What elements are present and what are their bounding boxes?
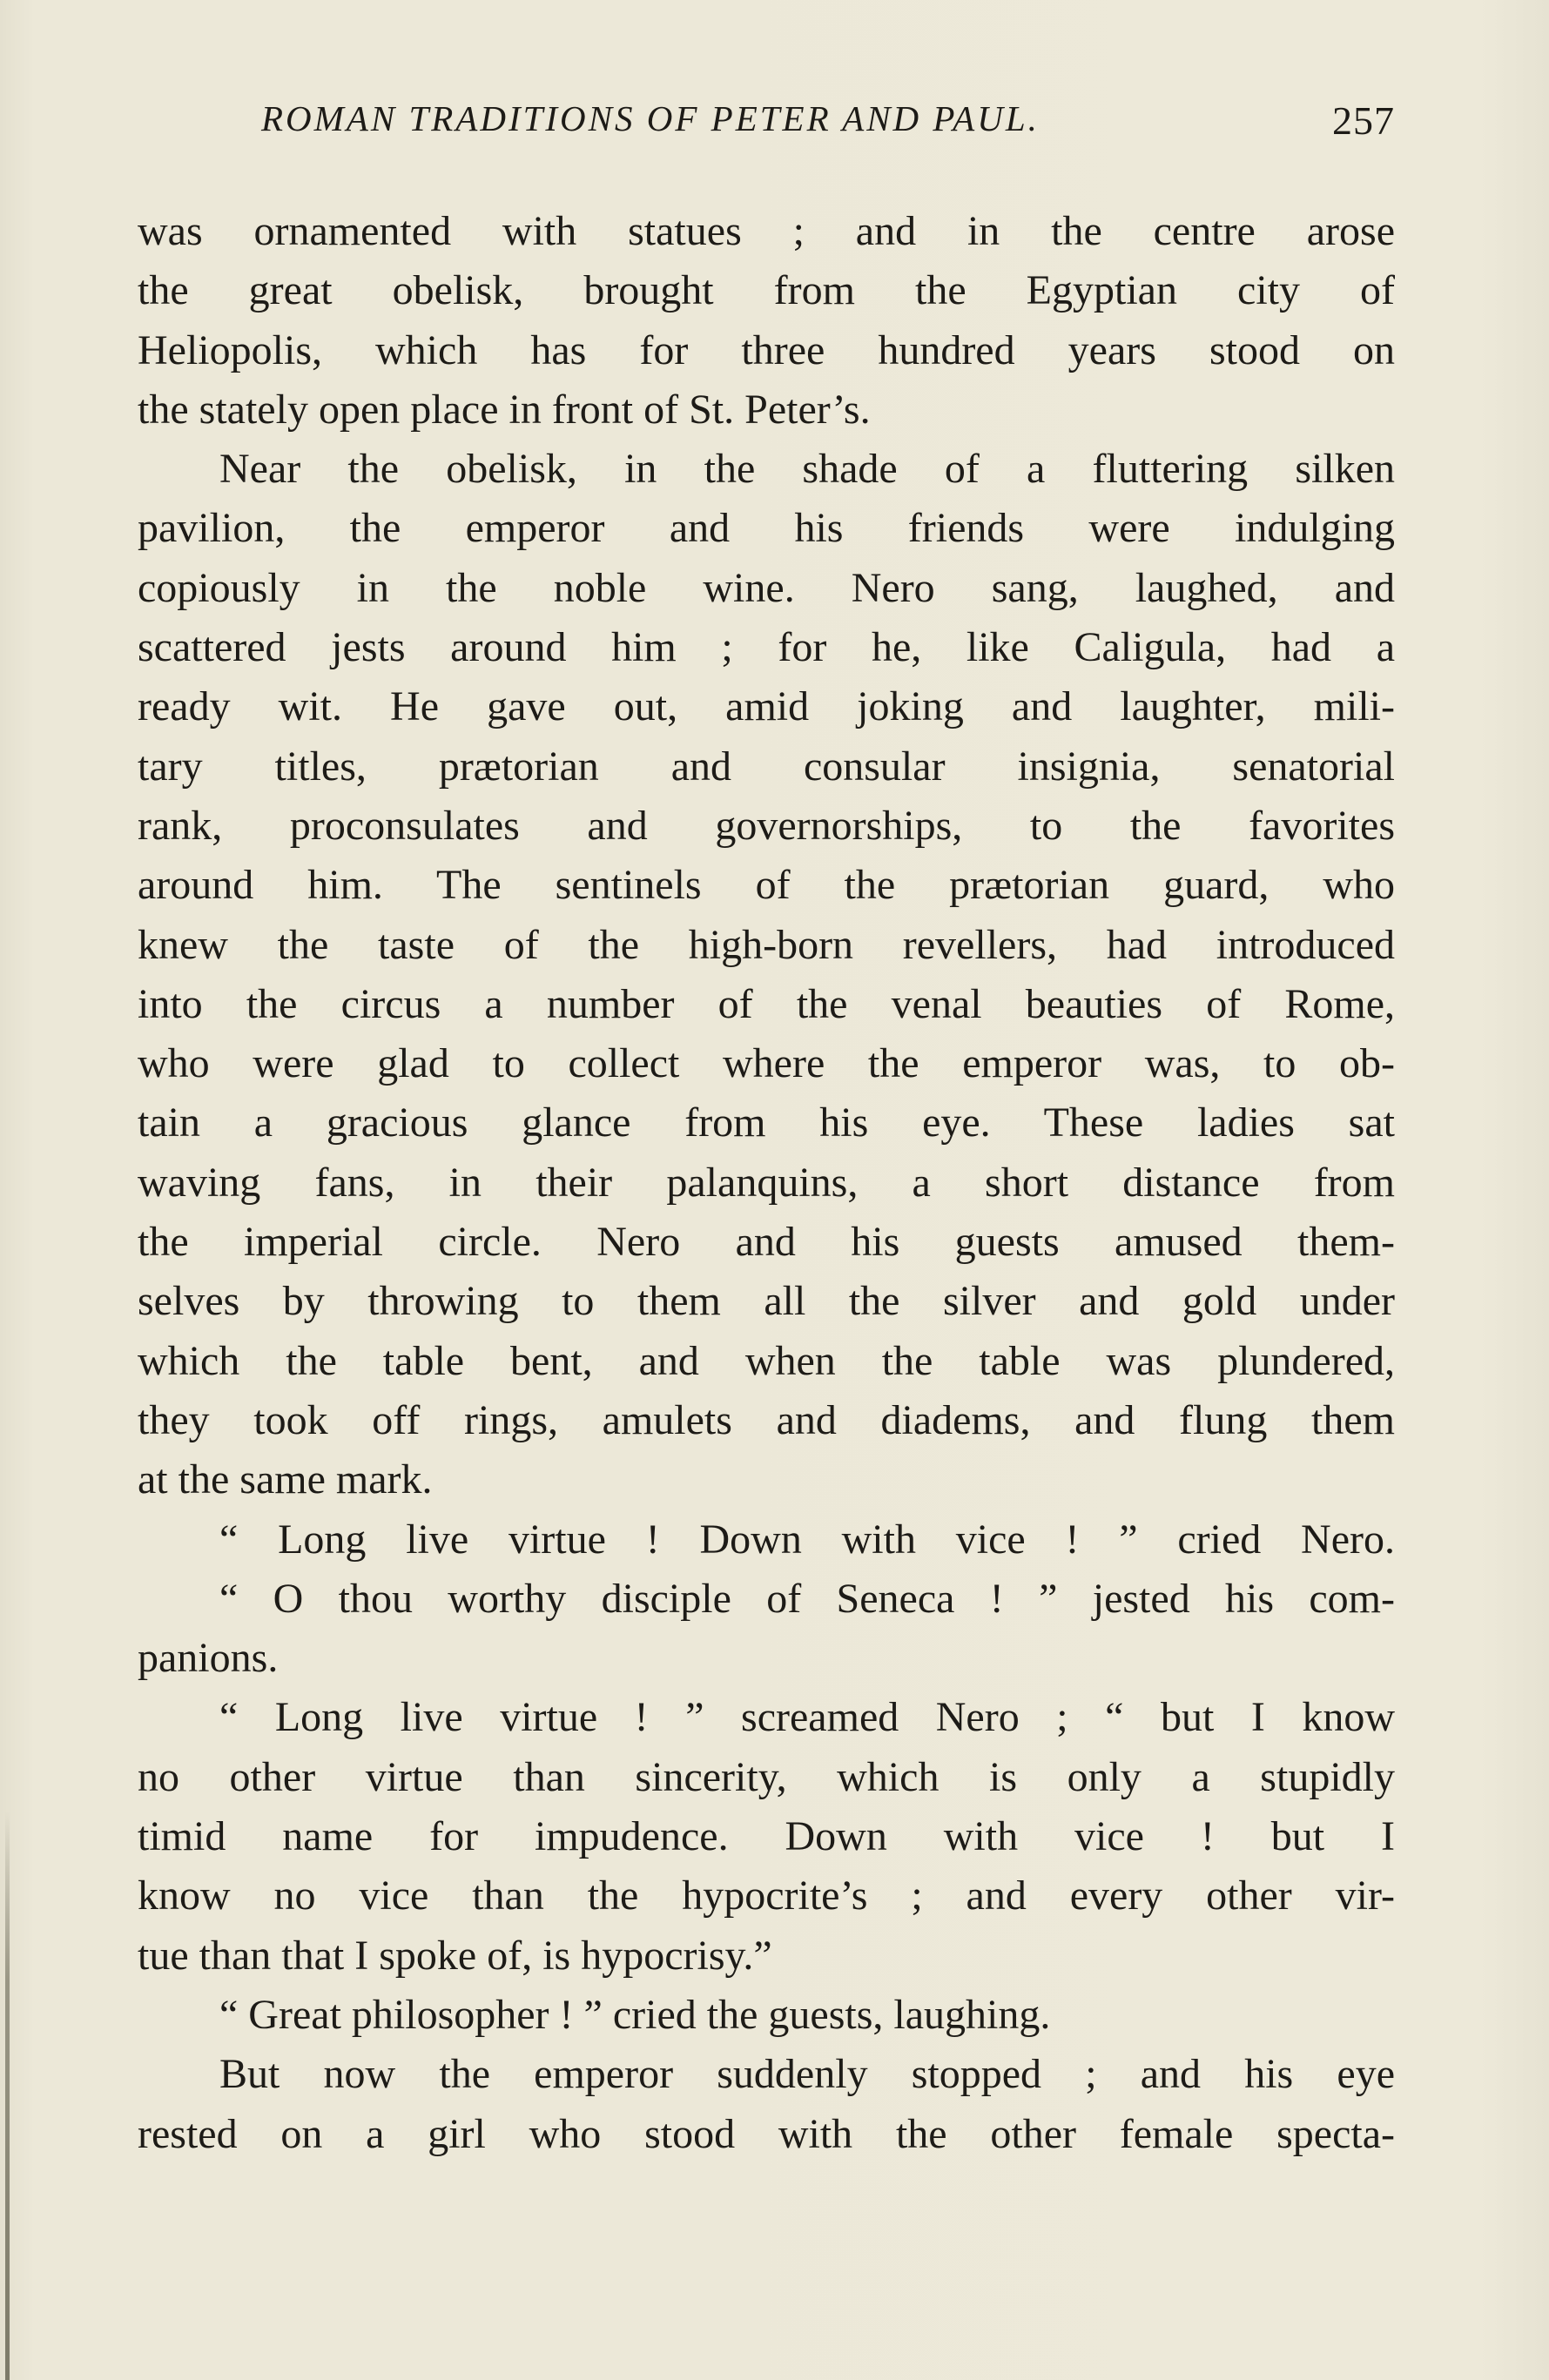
text-line: at the same mark. <box>138 1456 433 1503</box>
text-line: which the table bent, and when the table was plundered, <box>138 1337 1395 1384</box>
binding-edge-shadow <box>5 1811 10 2380</box>
text-line: no other virtue than sincerity, which is only a stupidly <box>138 1753 1395 1800</box>
text-line: But now the emperor suddenly stopped ; and his eye <box>219 2051 1395 2098</box>
text-line: copiously in the noble wine. Nero sang, laughed, and <box>138 564 1395 611</box>
text-line: was ornamented with statues ; and in the centre arose <box>138 208 1395 254</box>
text-line: timid name for impudence. Down with vice ! but I <box>138 1813 1395 1860</box>
text-line: panions. <box>138 1635 279 1682</box>
body-text <box>138 202 1395 2164</box>
text-line: they took off rings, amulets and diadems, and flung them <box>138 1396 1395 1443</box>
text-line: waving fans, in their palanquins, a short distance from <box>138 1159 1395 1206</box>
text-line: into the circus a number of the venal beauties of Rome, <box>138 980 1395 1027</box>
text-line: tain a gracious glance from his eye. These ladies sat <box>138 1099 1395 1146</box>
text-line: “ Long live virtue ! Down with vice ! ” cried Nero. <box>219 1516 1395 1563</box>
text-line: tary titles, prætorian and consular insignia, senatorial <box>138 743 1395 790</box>
text-line: selves by throwing to them all the silver and gold under <box>138 1278 1395 1325</box>
text-line: who were glad to collect where the emperor was, to ob- <box>138 1040 1395 1087</box>
text-line: “ O thou worthy disciple of Seneca ! ” jested his com- <box>219 1575 1395 1622</box>
text-line: tue than that I spoke of, is hypocrisy.” <box>138 1932 772 1979</box>
text-line: scattered jests around him ; for he, like Caligula, had a <box>138 624 1395 671</box>
text-line: Near the obelisk, in the shade of a fluttering silken <box>219 446 1395 493</box>
text-line: the imperial circle. Nero and his guests amused them- <box>138 1219 1395 1266</box>
page-number: 257 <box>1332 98 1395 143</box>
running-title: ROMAN TRADITIONS OF PETER AND PAUL. <box>261 98 1040 138</box>
text-line: rank, proconsulates and governorships, to the favorites <box>138 802 1395 849</box>
text-line: know no vice than the hypocrite’s ; and every other vir- <box>138 1872 1395 1919</box>
text-line: the great obelisk, brought from the Egyptian city of <box>138 267 1395 314</box>
text-line: “ Long live virtue ! ” screamed Nero ; “ but I know <box>219 1694 1395 1741</box>
text-line: ready wit. He gave out, amid joking and laughter, mili- <box>138 683 1395 730</box>
text-line: the stately open place in front of St. Peter’s. <box>138 386 871 433</box>
page-header <box>261 97 1395 150</box>
text-line: around him. The sentinels of the prætorian guard, who <box>138 862 1395 909</box>
text-line: knew the taste of the high-born revellers, had introduced <box>138 921 1395 968</box>
text-line: rested on a girl who stood with the other female specta- <box>138 2110 1395 2157</box>
text-line: “ Great philosopher ! ” cried the guests, laughing. <box>219 1991 1051 2038</box>
text-line: pavilion, the emperor and his friends were indulging <box>138 505 1395 552</box>
text-line: Heliopolis, which has for three hundred years stood on <box>138 326 1395 373</box>
